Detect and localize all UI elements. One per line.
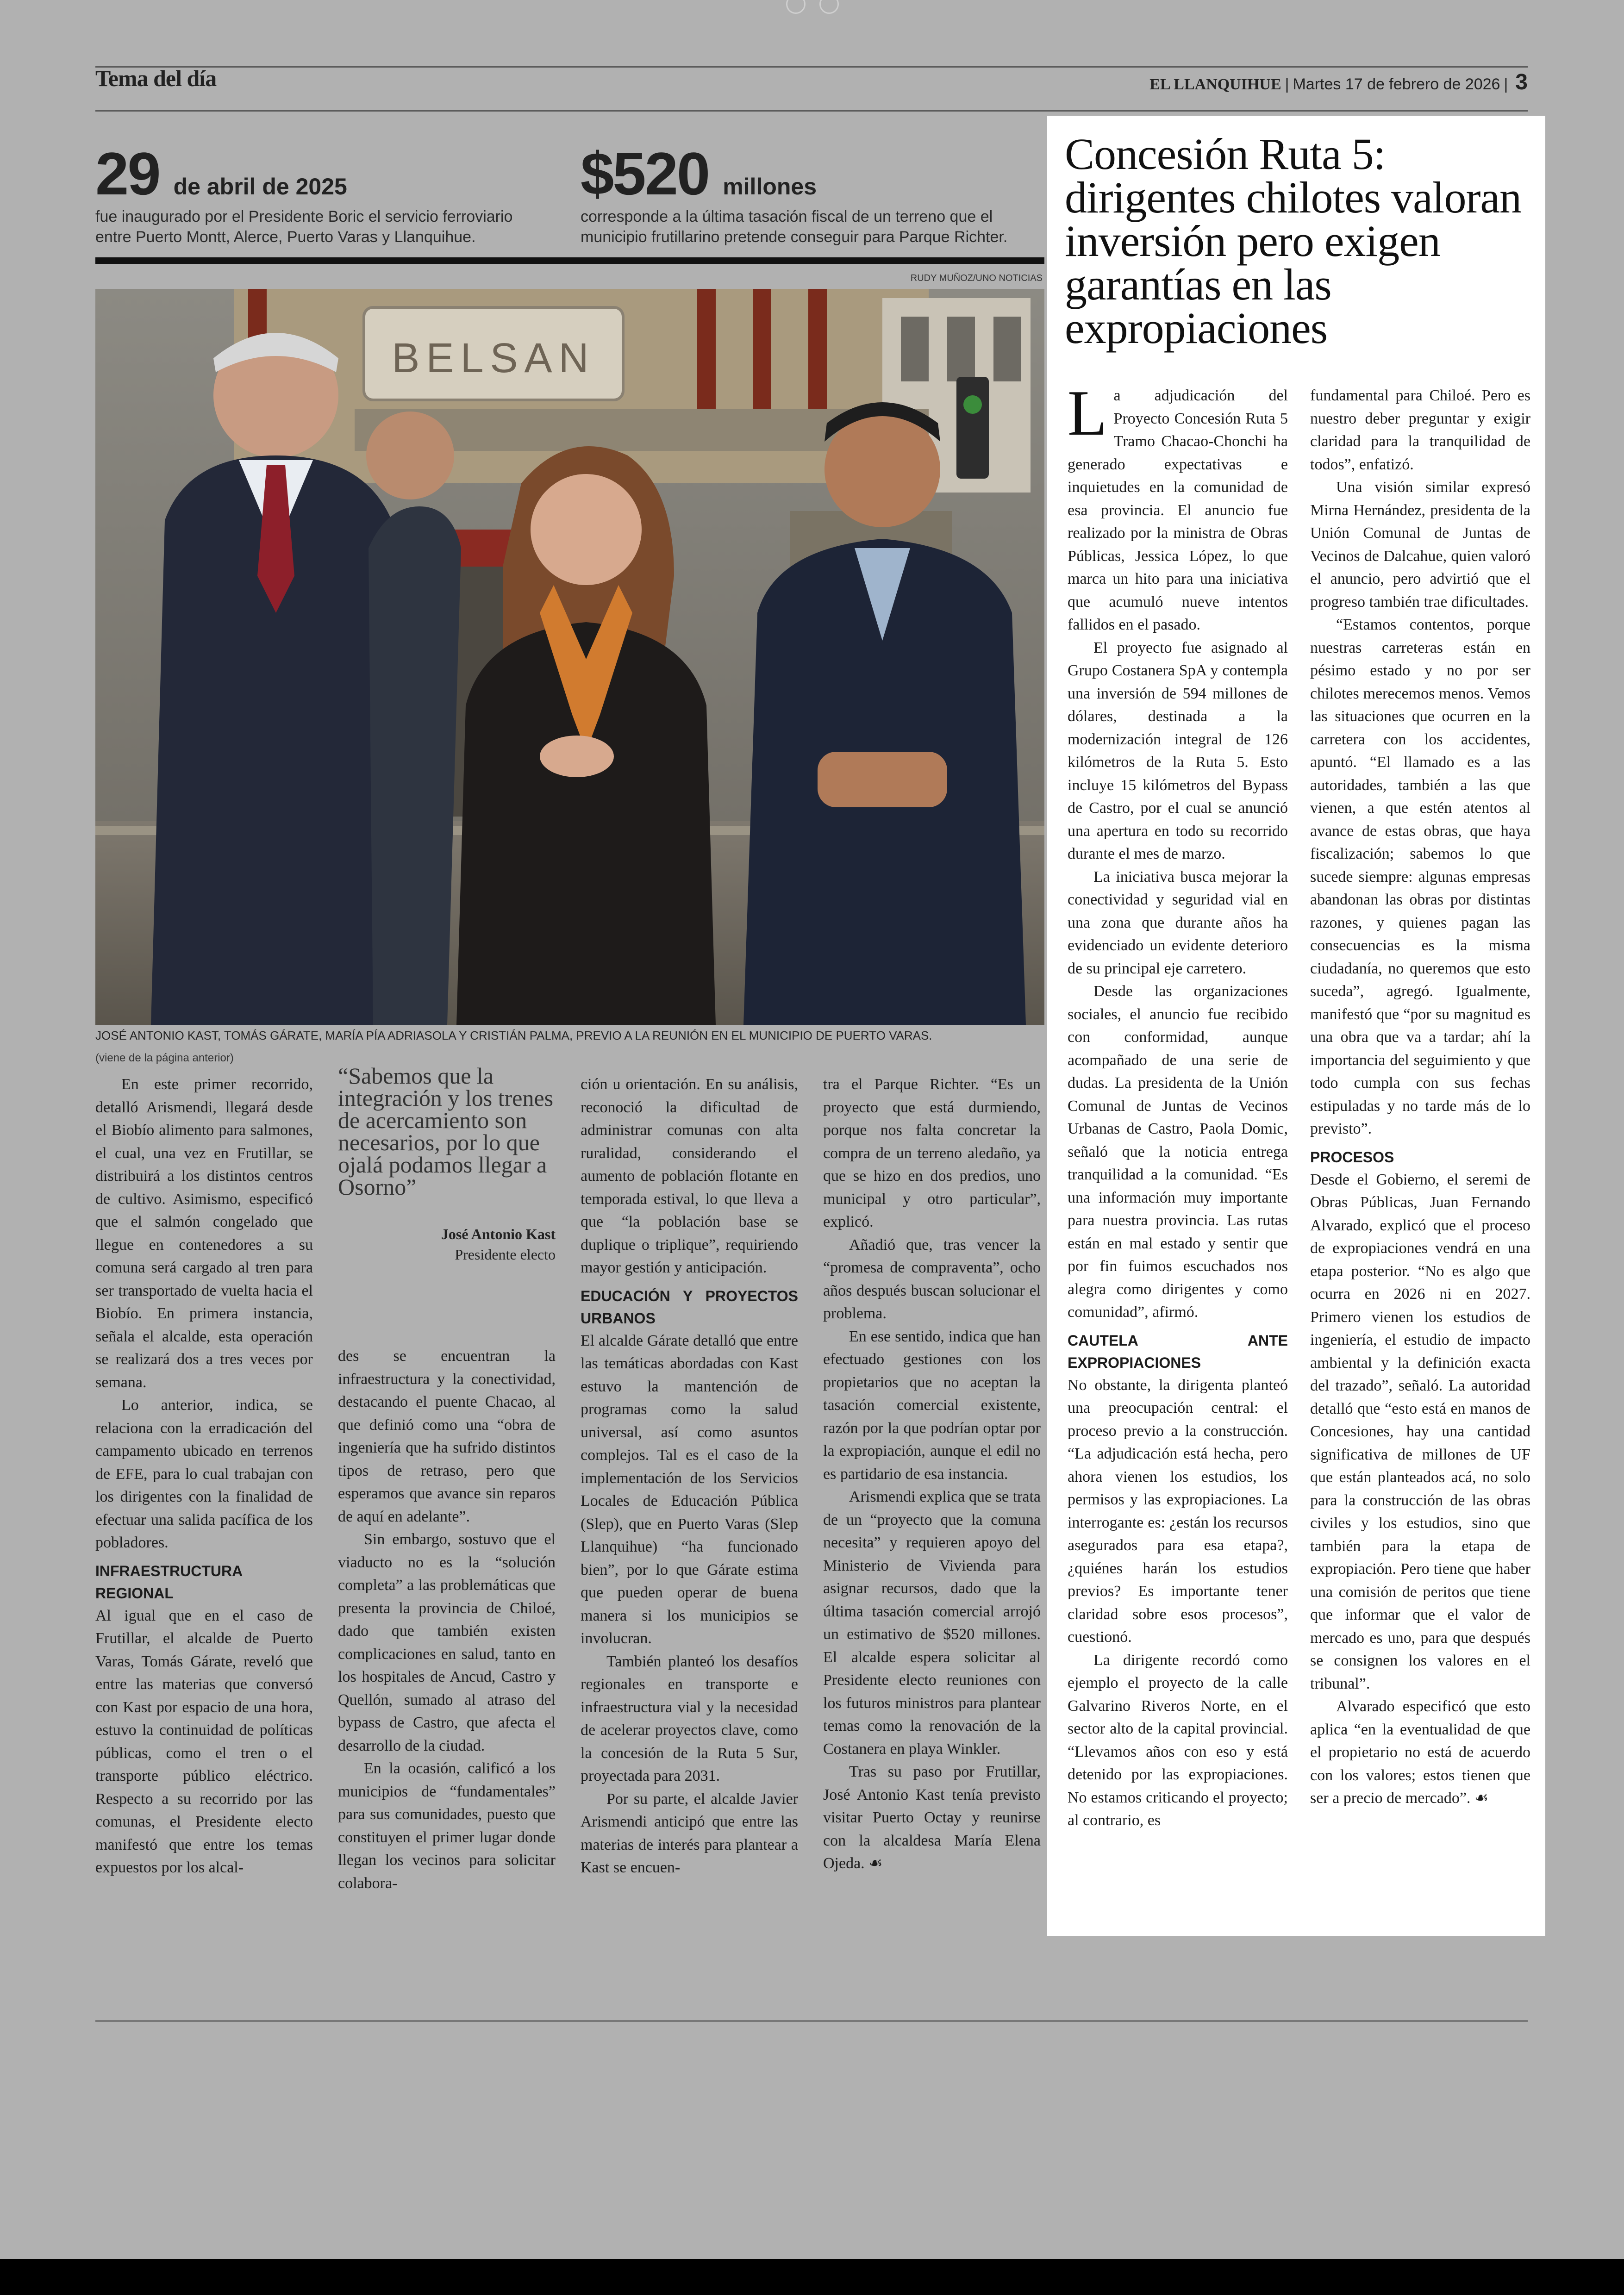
paragraph: fundamental para Chiloé. Pero es nuestro deber preguntar y exigir claridad para la tranquilidad de todos”, enfatizó.	[1310, 387, 1530, 473]
paragraph: Desde las organizaciones sociales, el anuncio fue recibido con conformidad, aunque acompañado de una serie de dudas. La presidenta de la Unión Comunal de Juntas de Vecinos Urbanas de Castro, Paola Domic, señaló que la noticia entrega tranquilidad a la comunidad. “Es una información muy importante para nuestra provincia. Las rutas están en mal estado y sentir que por fin fuimos escuchados nos alegra como dirigentes y como comunidad”, afirmó.	[1068, 983, 1288, 1321]
quote-role: Presidente electo	[455, 1246, 556, 1263]
sidebar-article	[1047, 116, 1545, 1936]
paragraph-text: a adjudicación del Proyecto Concesión Ruta 5 Tramo Chacao-Chonchi ha generado expectativas e inquietudes en la comunidad de esa provincia. El anuncio fue realizado por la ministra de Obras Públicas, Jessica López, lo que marca un hito para una iniciativa que acumuló nueve intentos fallidos en el pasado.	[1068, 387, 1288, 633]
paragraph: ción u orientación. En su análisis, reconoció la dificultad de administrar comunas con alta ruralidad, considerando el aumento de población flotante en temporada estival, lo que lleva a que “la población base se duplique o triplique”, requiriendo mayor gestión y anticipación.	[581, 1076, 798, 1276]
paragraph	[1068, 377, 1288, 636]
continued-note: (viene de la página anterior)	[95, 1052, 234, 1064]
stat-desc-line: fue inaugurado por el Presidente Boric el servicio ferroviario	[95, 208, 513, 225]
subheading: EDUCACIÓN Y PROYECTOS URBANOS	[581, 1287, 798, 1327]
paragraph: des se encuentran la infraestructura y la conectividad, destacando el puente Chacao, al que definió como una “obra de ingeniería que ha sufrido distintos tipos de retraso, pero que esperamos que avance sin reparos de aquí en adelante”.	[338, 1347, 556, 1525]
pull-quote	[338, 1065, 556, 1265]
stat-description	[95, 206, 558, 247]
paragraph: Lo anterior, indica, se relaciona con la erradicación del campamento ubicado en terrenos de EFE, para lo cual trabajan con los dirigentes con la finalidad de efectuar una salida pacífica de los pobladores.	[95, 1397, 313, 1551]
paragraph: Al igual que en el caso de Frutillar, el alcalde de Puerto Varas, Tomás Gárate, reveló que entre las materias que conversó con Kast por espacio de una hora, estuvo la continuidad de políticas públicas, como el tren o el transporte público eléctrico. Respecto a su recorrido por las comunas, el Presidente electo manifestó que entre los temas expuestos por los alcal-	[95, 1607, 313, 1876]
paragraph: La dirigente recordó como ejemplo el proyecto de la calle Galvarino Riveros Norte, en el sector alto de la capital provincial. “Llevamos años con eso y está detenido por las expropiaciones. No estamos criticando el proyecto; al contrario, es	[1068, 1651, 1288, 1829]
page-number: 3	[1515, 70, 1528, 94]
bottom-rule	[95, 2020, 1528, 2022]
photo-credit: RUDY MUÑOZ/UNO NOTICIAS	[910, 273, 1043, 283]
subheading: CAUTELA ANTE EXPROPIACIONES	[1068, 1332, 1288, 1371]
masthead-info	[1149, 69, 1528, 95]
article-column-3	[581, 1073, 798, 1879]
stat-number: 29	[95, 140, 160, 207]
photo-sign-text: BELSAN	[392, 335, 595, 381]
paragraph: No obstante, la dirigenta planteó una preocupación central: el proceso previo a la construcción. “La adjudicación está hecha, pero ahora vienen los estudios, los permisos y las expropiaciones. La interrogante es: ¿están los recursos asegurados para esa etapa?, ¿quiénes harán los estudios previos? Es importante tener claridad sobre esos procesos”, cuestionó.	[1068, 1376, 1288, 1646]
header-rule	[95, 110, 1528, 112]
article-column-1	[95, 1073, 313, 1879]
stat-desc-line: entre Puerto Montt, Alerce, Puerto Varas y Llanquihue.	[95, 228, 476, 246]
sidebar-headline: Concesión Ruta 5: dirigentes chilotes valoran inversión pero exigen garantías en las expropiaciones	[1065, 129, 1522, 353]
stat-unit: de abril de 2025	[173, 174, 347, 200]
stat-desc-line: municipio frutillarino pretende conseguir para Parque Richter.	[581, 228, 1008, 246]
stats-rule	[95, 257, 1044, 264]
prev-page-dot-icon[interactable]	[786, 0, 806, 14]
paragraph: Añadió que, tras vencer la “promesa de compraventa”, ocho años después buscan solucionar el problema.	[823, 1236, 1041, 1322]
subheading: PROCESOS	[1310, 1148, 1394, 1166]
paragraph: Tras su paso por Frutillar, José Antonio Kast tenía previsto visitar Puerto Octay y reunirse con la alcaldesa María Elena Ojeda. ☙	[823, 1763, 1041, 1872]
top-rule	[95, 66, 1528, 68]
paragraph: Desde el Gobierno, el seremi de Obras Públicas, Juan Fernando Alvarado, explicó que el proceso de expropiaciones vendrá en una etapa posterior. “No es algo que ocurra en 2026 ni en 2027. Primero vienen los estudios de ingeniería, el estudio de impacto ambiental y la definición exacta del trazado”, señaló. La autoridad detalló que “esto está en manos de Concesiones, hay una cantidad significativa de millones de UF que están planteados acá, no solo para la construcción de las obras civiles y los estudios, sino que también para la etapa de expropiación. Pero tiene que haber una comisión de peritos que tiene que informar que el valor de mercado es uno, para que después se consignen los valores en el tribunal”.	[1310, 1171, 1530, 1692]
separator: |	[1285, 75, 1289, 93]
subheading: INFRAESTRUCTURA REGIONAL	[95, 1562, 243, 1602]
paragraph: Arismendi explica que se trata de un “proyecto que la comuna necesita” y requieren apoyo del Ministerio de Vivienda para asignar recursos, dado que la última tasación comercial arrojó un estimativo de $520 millones. El alcalde espera solicitar al Presidente electo reuniones con los futuros ministros para plantear temas como la renovación de la Costanera en playa Winkler.	[823, 1488, 1041, 1758]
paragraph: Sin embargo, sostuvo que el viaducto no es la “solución completa” a las problemáticas que presenta la provincia de Chiloé, dado que también existen complicaciones en salud, tanto en los hospitales de Ancud, Castro y Quellón, sumado al atraso del bypass de Castro, que afecta el desarrollo de la ciudad.	[338, 1531, 556, 1754]
paragraph: La iniciativa busca mejorar la conectividad y seguridad vial en una zona que durante años ha evidenciado un evidente deterioro de su principal eje carretero.	[1068, 868, 1288, 977]
paragraph: Por su parte, el alcalde Javier Arismendi anticipó que entre las materias de interés para plantear a Kast se encuen-	[581, 1790, 798, 1876]
stat-unit: millones	[723, 174, 817, 200]
article-column-4	[823, 1073, 1041, 1875]
stat-desc-line: corresponde a la última tasación fiscal de un terreno que el	[581, 208, 993, 225]
quote-author: José Antonio Kast	[441, 1226, 556, 1242]
section-title: Tema del día	[95, 65, 217, 91]
photo-illustration	[95, 289, 1044, 1025]
sidebar-column-1	[1068, 377, 1288, 1832]
next-page-dot-icon[interactable]	[819, 0, 839, 14]
paragraph: En este primer recorrido, detalló Arismendi, llegará desde el Biobío alimento para salmones, el cual, una vez en Frutillar, se distribuirá a los distintos centros de cultivo. Asimismo, especificó que el salmón congelado que llegue en contenedores a su comuna será cargado al tren para ser transportado de vuelta hacia el Biobío. En primera instancia, señala el alcalde, esta operación se realizará dos a tres veces por semana.	[95, 1076, 313, 1391]
stat-description	[581, 206, 1044, 247]
paragraph: “Estamos contentos, porque nuestras carreteras están en pésimo estado y no por ser chilotes merecemos menos. Vemos las situaciones que ocurren en la carretera con los accidentes, apuntó. “El llamado es a las autoridades, también a las que vienen, a que estén atentos al avance de estas obras, que haya fiscalización; sabemos lo que sucede siempre: algunas empresas abandonan las obras por distintas razones, y quienes pagan las consecuencias es la misma ciudadanía, no queremos que esto suceda”, agregó. Igualmente, manifestó que “por su magnitud es una obra que va a tardar; ahí la importancia del seguimiento y que todo cumpla con sus fechas estipuladas y no tarde más de lo previsto”.	[1310, 616, 1530, 1137]
publication-name: EL LLANQUIHUE	[1149, 76, 1281, 93]
paragraph: También planteó los desafíos regionales en transporte e infraestructura vial y la necesidad de acelerar proyectos clave, como la concesión de la Ruta 5 Sur, proyectada para 2031.	[581, 1653, 798, 1784]
paragraph: En la ocasión, calificó a los municipios de “fundamentales” para sus comunidades, puesto que constituyen el primer lugar donde llegan los vecinos para solicitar colabora-	[338, 1760, 556, 1892]
news-photo	[95, 289, 1044, 1025]
paragraph: El proyecto fue asignado al Grupo Costanera SpA y contempla una inversión de 594 millones de dólares, destinada a la modernización integral de 126 kilómetros de la Ruta 5. Esto incluye 15 kilómetros del Bypass de Castro, por el cual se anunció una apertura en todo su recorrido durante el mes de marzo.	[1068, 639, 1288, 862]
sidebar-column-2	[1310, 384, 1530, 1810]
issue-date: Martes 17 de febrero de 2026	[1293, 75, 1500, 93]
stat-date	[95, 140, 558, 247]
separator: |	[1504, 75, 1508, 93]
page-nav[interactable]	[782, 0, 843, 13]
stat-amount	[581, 140, 1044, 247]
paragraph: En ese sentido, indica que han efectuado gestiones con los propietarios que no aceptan la tasación comercial existente, razón por la que podrían optar por la expropiación, aunque el edil no es partidario de esa instancia.	[823, 1328, 1041, 1483]
article-column-2	[338, 1345, 556, 1895]
bottom-bar	[0, 2259, 1624, 2295]
quote-text: “Sabemos que la integración y los trenes de acercamiento son necesarios, por lo que ojalá podamos llegar a Osorno”	[338, 1063, 554, 1200]
stat-number: $520	[581, 140, 709, 207]
paragraph: Alvarado especificó que esto aplica “en la eventualidad de que el propietario no está de acuerdo con los valores; estos tienen que ser a precio de mercado”. ☙	[1310, 1698, 1530, 1807]
paragraph: tra el Parque Richter. “Es un proyecto que está durmiendo, porque nos falta concretar la compra de un terreno aledaño, ya que se hizo en dos predios, uno municipal y otro particular”, explicó.	[823, 1076, 1041, 1230]
photo-caption: JOSÉ ANTONIO KAST, TOMÁS GÁRATE, MARÍA PÍA ADRIASOLA Y CRISTIÁN PALMA, PREVIO A LA REUNIÓN EN EL MUNICIPIO DE PUERTO VARAS.	[95, 1029, 932, 1042]
drop-cap: L	[1068, 377, 1107, 449]
paragraph: Una visión similar expresó Mirna Hernández, presidenta de la Unión Comunal de Juntas de Vecinos de Dalcahue, quien valoró el anuncio, pero advirtió que el progreso también trae dificultades.	[1310, 479, 1530, 611]
paragraph: El alcalde Gárate detalló que entre las temáticas abordadas con Kast estuvo la mantención de programas como la salud universal, así como asuntos complejos. Tal es el caso de la implementación de los Servicios Locales de Educación Pública (Slep), que en Puerto Varas (Slep Llanquihue) “ha funcionado bien”, por lo que Gárate estima que pueden operar de buena manera si los municipios se involucran.	[581, 1332, 798, 1647]
